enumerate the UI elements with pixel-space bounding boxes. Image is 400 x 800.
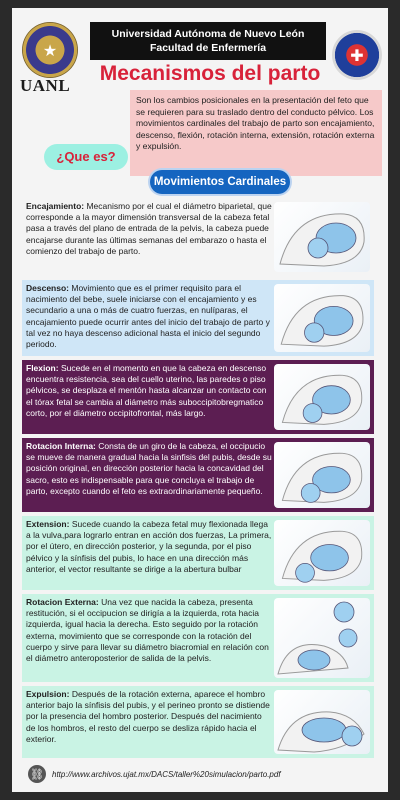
- source-url[interactable]: http://www.archivos.ujat.mx/DACS/taller%20simulacion/parto.pdf: [52, 769, 281, 779]
- university-name: Universidad Autónoma de Nuevo León: [111, 28, 305, 40]
- movement-flexion: [22, 360, 374, 434]
- link-icon: ⛓: [28, 765, 46, 783]
- faculty-seal-icon: ✚: [332, 30, 382, 80]
- fetus-illustration-icon: [274, 598, 370, 678]
- fetal-position-illustration: [274, 442, 370, 508]
- movement-rotacion-interna: [22, 438, 374, 512]
- movement-text: Consta de un giro de la cabeza, el occipucio se mueve de manera gradual hacia la sinfisis del pubis, desde su posición original, en dirección posterior hacia la concavidad del sacro, esto es indispensable para que concluya el trabajo de parto, excepto cuando el feto es extraordinariamente pequeño.: [26, 441, 272, 496]
- movement-text: Sucede cuando la cabeza fetal muy flexionada llega a la vulva,para lograrlo entran en acción dos fuerzas, La primera, por el útero, en dirección posterior, y la segunda, por el piso pélvico y la sínfisis del pubis, lo hace en una dirección más anterior, el vector resultante se dirige a la abertura bulbar: [26, 519, 272, 574]
- movement-encajamiento: [22, 198, 374, 276]
- fetus-illustration-icon: [274, 442, 370, 508]
- source-link-row[interactable]: [28, 764, 372, 784]
- uanl-logo-text: UANL: [20, 76, 71, 95]
- movement-label: Descenso:: [26, 283, 69, 293]
- movement-rotacion-externa: [22, 594, 374, 682]
- movement-label: Rotacion Interna:: [26, 441, 96, 451]
- fetal-position-illustration: [274, 284, 370, 352]
- fetal-position-illustration: [274, 598, 370, 678]
- movement-text: Mecanismo por el cual el diámetro biparietal, que corresponde a la mayor dimensión transversal de la cabeza fetal pasa a través del plano de entrada de la pelvis, la cabeza puede encajarse durante las últimas semanas del embarazo o hasta el comienzo del trabajo de parto.: [26, 201, 272, 256]
- movement-text: Una vez que nacida la cabeza, presenta restitución, si el occipucion se dirigía a la izquierda, rota hacia izquierda, igual hacia la derecha. Esto seguido por la rotación externa, movimiento que se corresponde con la rotación del cuerpo y sirve para llevar su diámetro biacromial en relación con el diámetro anteroposterior de salida de la pelvis.: [26, 597, 269, 664]
- movement-text: Después de la rotación externa, aparece el hombro anterior bajo la sínfisis del pubis, y el perineo pronto se distiende por la presencia del hombro posterior. Después del nacimiento de los hombros, el resto del cuerpo se desliza rápido hacia el exterior.: [26, 689, 270, 744]
- movement-descenso: [22, 280, 374, 356]
- infographic-page: [12, 8, 388, 792]
- fetal-position-illustration: [274, 690, 370, 754]
- fetal-position-illustration: [274, 202, 370, 272]
- movement-label: Extension:: [26, 519, 70, 529]
- fetus-illustration-icon: [274, 520, 370, 586]
- movement-expulsion: [22, 686, 374, 758]
- movement-extension: [22, 516, 374, 590]
- fetus-illustration-icon: [274, 364, 370, 430]
- page-title: Mecanismos del parto: [99, 62, 321, 85]
- intro-description: Son los cambios posicionales en la presentación del feto que se requieren para su traslado dentro del conducto pélvico. Los movimientos cardinales del trabajo de parto son encajamiento, descenso, flexión, rotación interna, extensión, rotación externa y expulsión.: [130, 90, 382, 176]
- faculty-name: Facultad de Enfermería: [149, 42, 267, 54]
- movement-text: Movimiento que es el primer requisito para el nacimiento del bebe, suele iniciarse con el encajamiento y es secundario a una o más de cuatro fuerzas, en nulíparas, el encajamiento puede ocurrir antes del inicio del trabajo de parto y tal vez no haya descenso adicional hasta el inicio del segundo periodo.: [26, 283, 270, 350]
- fetal-position-illustration: [274, 364, 370, 430]
- section-title: Movimientos Cardinales: [150, 170, 290, 194]
- fetal-position-illustration: [274, 520, 370, 586]
- que-es-badge: ¿Que es?: [44, 144, 128, 170]
- uanl-seal-icon: ★: [22, 22, 78, 78]
- fetus-illustration-icon: [274, 202, 370, 272]
- movement-label: Encajamiento:: [26, 201, 85, 211]
- movement-label: Expulsion:: [26, 689, 70, 699]
- fetus-illustration-icon: [274, 284, 370, 352]
- movement-text: Sucede en el momento en que la cabeza en descenso encuentra resistencia, sea del cuello uterino, las paredes o piso pélvicos, se desplaza el mentón hasta alcanzar un contacto con el tórax fetal se cambia al diámetro más suboccipitobregmatico corto, por el diámetro occipitofrontal, más largo.: [26, 363, 267, 418]
- university-banner: [90, 22, 326, 60]
- movement-label: Rotacion Externa:: [26, 597, 99, 607]
- fetus-illustration-icon: [274, 690, 370, 754]
- movement-label: Flexion:: [26, 363, 59, 373]
